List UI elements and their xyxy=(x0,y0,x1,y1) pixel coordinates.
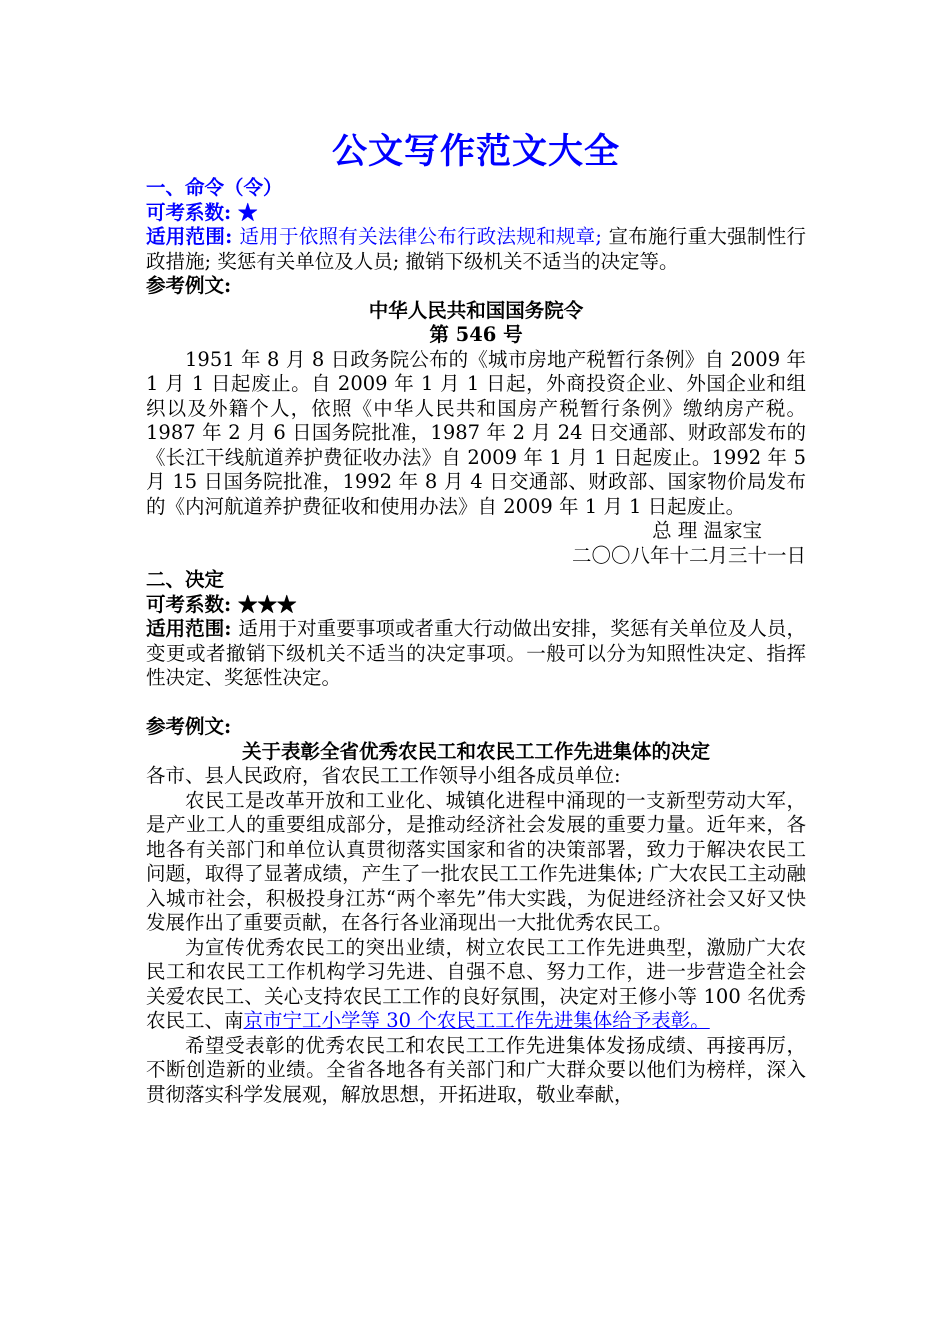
section-2-scope xyxy=(146,617,806,691)
scope-label: 适用范围: xyxy=(146,225,240,248)
section-2-example-label: 参考例文: xyxy=(146,715,232,738)
example-1-date: 二〇〇八年十二月三十一日 xyxy=(571,543,806,567)
section-2-factor xyxy=(146,593,806,618)
section-1-heading: 一、命令（令） xyxy=(146,176,283,199)
scope-label: 适用范围: xyxy=(146,617,239,640)
paragraph-2-text: 为宣传优秀农民工的突出业绩，树立农民工工作先进典型，激励广大农民工和农民工工作机构学习先进、自强不息、努力工作，进一步营造全社会关爱农民工、关心支持农民工工作的良好氛围，决定对王修小等 100 名优秀农民工、南 xyxy=(146,935,806,1032)
section-1-scope xyxy=(146,225,806,274)
factor-label: 可考系数: xyxy=(146,200,238,224)
scope-highlight: 适用于依照有关法律公布行政法规和规章; xyxy=(239,225,602,248)
scope-text: 适用于对重要事项或者重大行动做出安排，奖惩有关单位及人员，变更或者撤销下级机关不适当的决定事项。一般可以分为知照性决定、指挥性决定、奖惩性决定。 xyxy=(146,617,806,689)
section-2-heading: 二、决定 xyxy=(146,568,225,591)
example-1-signer: 总 理 温家宝 xyxy=(652,519,762,542)
example-2-salutation: 各市、县人民政府，省农民工工作领导小组各成员单位: xyxy=(146,764,621,787)
hyperlink[interactable]: 京市宁工小学等 30 个农民工工作先进集体给予表彰。 xyxy=(243,1009,710,1032)
star-rating: ★ xyxy=(238,200,258,224)
example-2-title: 关于表彰全省优秀农民工和农民工工作先进集体的决定 xyxy=(241,739,710,763)
scope-rest: 宣布施行重大强制性行政措施; 奖惩有关单位及人员; 撤销下级机关不适当的决定等。 xyxy=(146,225,806,273)
example-1-title: 中华人民共和国国务院令 xyxy=(368,298,584,322)
blank-line xyxy=(146,691,806,716)
section-1-factor xyxy=(146,201,806,226)
document-content xyxy=(146,128,806,1107)
example-2-paragraph-2 xyxy=(146,936,806,1034)
example-1-number: 第 546 号 xyxy=(429,323,523,346)
factor-label: 可考系数: xyxy=(146,592,238,616)
example-2-paragraph-1: 农民工是改革开放和工业化、城镇化进程中涌现的一支新型劳动大军，是产业工人的重要组成部分，是推动经济社会发展的重要力量。近年来，各地各有关部门和单位认真贯彻落实国家和省的决策部署，致力于解决农民工问题，取得了显著成绩，产生了一批农民工工作先进集体; 广大农民工主动融入城市社会，积极投身江苏“两个率先”伟大实践，为促进经济社会又好又快发展作出了重要贡献，在各行各业涌现出一大批优秀农民工。 xyxy=(146,788,806,934)
star-rating: ★★★ xyxy=(238,592,297,616)
section-1-example-label: 参考例文: xyxy=(146,274,232,297)
example-2-paragraph-3: 希望受表彰的优秀农民工和农民工工作先进集体发扬成绩、再接再厉，不断创造新的业绩。全省各地各有关部门和广大群众要以他们为榜样，深入贯彻落实科学发展观，解放思想，开拓进取，敬业奉献， xyxy=(146,1033,806,1106)
document-title: 公文写作范文大全 xyxy=(331,131,620,172)
example-1-body: 1951 年 8 月 8 日政务院公布的《城市房地产税暂行条例》自 2009 年 1 月 1 日起废止。自 2009 年 1 月 1 日起，外商投资企业、外国企业和组织以及外籍个人，依照《中华人民共和国房产税暂行条例》缴纳房产税。1987 年 2 月 6 日国务院批准，1987 年 2 月 24 日交通部、财政部发布的《长江干线航道养护费征收办法》自 2009 年 1 月 1 日起废止。1992 年 5 月 15 日国务院批准，1992 年 8 月 4 日交通部、财政部、国家物价局发布的《内河航道养护费征收和使用办法》自 2009 年 1 月 1 日起废止。 xyxy=(146,347,806,518)
